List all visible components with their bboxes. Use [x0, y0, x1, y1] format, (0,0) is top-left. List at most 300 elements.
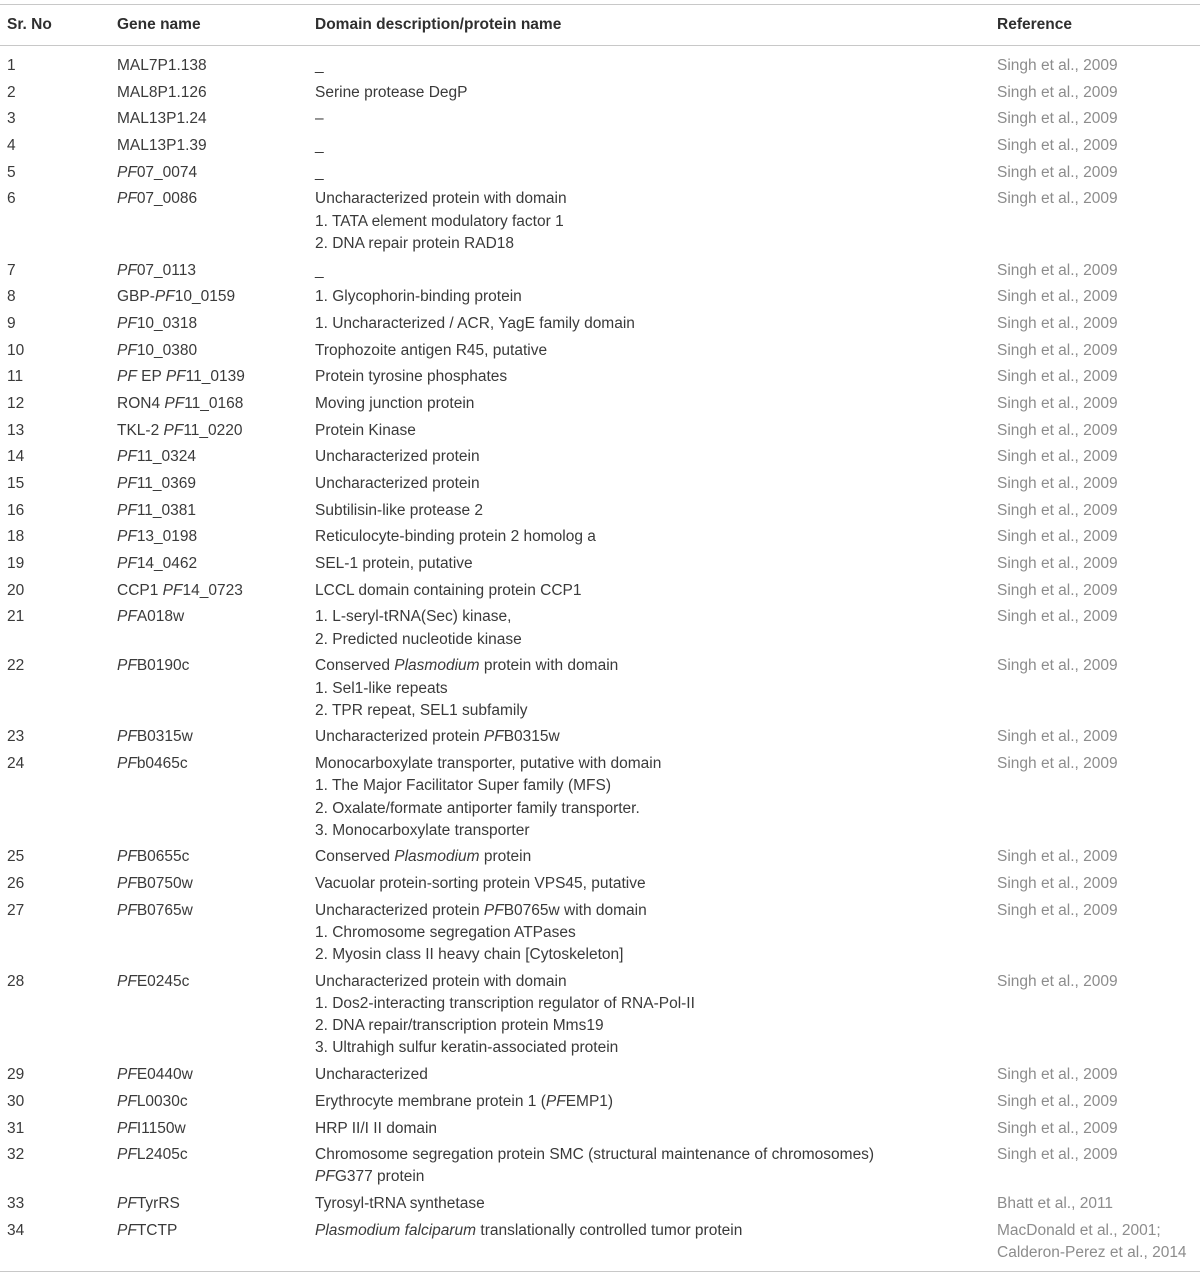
description-line [315, 211, 567, 233]
table-row [0, 606, 1200, 655]
description-line [315, 260, 324, 282]
description-text: Conserved [315, 657, 395, 675]
cell-gene-name [117, 500, 196, 522]
gene-name-text: PF [117, 728, 137, 746]
table-row [0, 1220, 1200, 1269]
description-line [315, 1144, 874, 1166]
reference-line: Singh et al., 2009 [997, 875, 1118, 893]
description-line [315, 1064, 428, 1086]
cell-domain-description [315, 260, 324, 282]
cell-domain-description [315, 286, 522, 308]
cell-gene-name [117, 580, 243, 602]
description-line [315, 700, 618, 722]
table-row [0, 655, 1200, 726]
description-line [315, 446, 480, 468]
description-text: Protein tyrosine phosphates [315, 368, 508, 386]
cell-reference [997, 873, 1118, 895]
cell-reference [997, 606, 1118, 628]
cell-domain-description [315, 846, 531, 868]
description-text: Uncharacterized protein with domain [315, 972, 567, 990]
gene-name-text: PF [117, 875, 137, 893]
cell-gene-name [117, 313, 197, 335]
cell-domain-description [315, 1118, 437, 1140]
cell-reference [997, 726, 1118, 748]
description-line [315, 420, 416, 442]
cell-gene-name [117, 1220, 177, 1242]
cell-domain-description [315, 753, 661, 842]
description-text: Protein Kinase [315, 421, 416, 439]
table-row [0, 162, 1200, 189]
description-text: B0315w [503, 728, 560, 746]
reference-line: Singh et al., 2009 [997, 421, 1118, 439]
table-row [0, 753, 1200, 846]
cell-sr-no: 28 [7, 972, 25, 990]
gene-name-text: GBP- [117, 288, 155, 306]
header-sr-no: Sr. No [7, 16, 52, 33]
reference-line: Bhatt et al., 2011 [997, 1195, 1114, 1213]
gene-name-text: 07_0074 [136, 163, 198, 181]
cell-sr-no: 21 [7, 608, 25, 626]
description-text: 1. Sel1-like repeats [315, 679, 448, 697]
description-text: Plasmodium [394, 848, 480, 866]
gene-name-text: 10_0318 [136, 314, 198, 332]
table-row [0, 82, 1200, 109]
table-row [0, 135, 1200, 162]
gene-name-text: EP [136, 368, 166, 386]
cell-sr-no: 20 [7, 581, 25, 599]
table-row [0, 55, 1200, 82]
description-text: 2. Myosin class II heavy chain [Cytoskeleton] [315, 946, 624, 964]
cell-gene-name [117, 1118, 186, 1140]
cell-domain-description [315, 313, 635, 335]
description-line [315, 726, 560, 748]
header-gene-name: Gene name [117, 16, 201, 33]
table-row [0, 108, 1200, 135]
gene-name-text: PF [117, 555, 137, 573]
description-text: Plasmodium falciparum [315, 1221, 477, 1239]
cell-gene-name [117, 446, 196, 468]
table-row [0, 366, 1200, 393]
description-text: 3. Monocarboxylate transporter [315, 821, 530, 839]
cell-domain-description [315, 473, 480, 495]
cell-gene-name [117, 55, 207, 77]
cell-gene-name [117, 340, 197, 362]
description-text: 2. Oxalate/formate antiporter family transporter. [315, 799, 640, 817]
gene-name-text: PF [117, 1119, 137, 1137]
reference-line: Singh et al., 2009 [997, 608, 1118, 626]
cell-domain-description [315, 526, 596, 548]
description-line [315, 971, 695, 993]
description-text: 2. DNA repair protein RAD18 [315, 234, 515, 252]
cell-domain-description [315, 1091, 613, 1113]
cell-sr-no: 27 [7, 901, 25, 919]
description-text: Uncharacterized protein [315, 475, 480, 493]
gene-name-text: PF [117, 1146, 137, 1164]
cell-reference [997, 393, 1118, 415]
gene-name-text: 11_0220 [183, 421, 243, 439]
gene-name-text: MAL13P1.39 [117, 137, 207, 155]
description-text: Subtilisin-like protease 2 [315, 501, 484, 519]
cell-reference [997, 340, 1118, 362]
reference-line: Singh et al., 2009 [997, 728, 1118, 746]
cell-reference [997, 188, 1118, 210]
reference-line: Singh et al., 2009 [997, 57, 1118, 74]
reference-line: Singh et al., 2009 [997, 1146, 1118, 1164]
description-text: LCCL domain containing protein CCP1 [315, 581, 582, 599]
gene-name-text: TKL-2 [117, 421, 164, 439]
description-text: _ [315, 163, 324, 181]
gene-name-text: PF [117, 501, 137, 519]
gene-name-text: PF [117, 261, 137, 279]
reference-line: Singh et al., 2009 [997, 368, 1118, 386]
cell-domain-description [315, 1193, 485, 1215]
description-line [315, 500, 483, 522]
cell-sr-no: 24 [7, 755, 25, 773]
cell-gene-name [117, 726, 193, 748]
description-line [315, 629, 522, 651]
description-text: Plasmodium [394, 657, 480, 675]
gene-name-text: PF [117, 163, 137, 181]
table-row [0, 260, 1200, 287]
table-row [0, 526, 1200, 553]
header-domain-description: Domain description/protein name [315, 16, 562, 33]
cell-reference [997, 55, 1118, 77]
gene-name-text: TyrRS [136, 1195, 180, 1213]
description-line [315, 753, 661, 775]
cell-gene-name [117, 82, 207, 104]
description-text: 2. Predicted nucleotide kinase [315, 630, 522, 648]
cell-reference [997, 553, 1118, 575]
gene-name-text: E0245c [136, 972, 190, 990]
description-line [315, 580, 582, 602]
reference-line: Singh et al., 2009 [997, 394, 1118, 412]
gene-name-text: 07_0086 [136, 190, 198, 208]
gene-name-text: PF [117, 1066, 137, 1084]
reference-line: Singh et al., 2009 [997, 1119, 1118, 1137]
cell-gene-name [117, 473, 196, 495]
gene-name-text: PF [117, 848, 137, 866]
gene-name-text: 14_0462 [136, 555, 198, 573]
gene-name-text: 10_0380 [136, 341, 198, 359]
cell-domain-description [315, 1220, 742, 1242]
description-text: EMP1) [565, 1092, 614, 1110]
gene-name-text: 11_0324 [136, 448, 197, 466]
gene-name-text: PF [164, 394, 185, 412]
description-text: Serine protease DegP [315, 83, 468, 101]
description-line [315, 846, 531, 868]
reference-line: Singh et al., 2009 [997, 848, 1118, 866]
cell-sr-no: 13 [7, 421, 25, 439]
cell-reference [997, 753, 1118, 775]
description-text: Erythrocyte membrane protein 1 ( [315, 1092, 546, 1110]
gene-name-text: PF [163, 421, 184, 439]
gene-name-text: E0440w [136, 1066, 193, 1084]
reference-line: Singh et al., 2009 [997, 261, 1118, 279]
description-line [315, 900, 647, 922]
reference-line: Singh et al., 2009 [997, 581, 1118, 599]
gene-name-text: CCP1 [117, 581, 163, 599]
description-text: SEL-1 protein, putative [315, 555, 473, 573]
description-text: protein with domain [479, 657, 619, 675]
gene-name-text: PF [117, 608, 137, 626]
cell-domain-description [315, 340, 547, 362]
gene-name-text: I1150w [136, 1119, 186, 1137]
cell-gene-name [117, 1064, 193, 1086]
gene-name-text: L0030c [136, 1092, 188, 1110]
cell-domain-description [315, 162, 324, 184]
reference-line: Singh et al., 2009 [997, 110, 1118, 128]
cell-gene-name [117, 526, 197, 548]
table-row [0, 1118, 1200, 1145]
description-line [315, 233, 567, 255]
cell-sr-no: 16 [7, 501, 25, 519]
description-line [315, 366, 507, 388]
description-line [315, 775, 661, 797]
cell-reference [997, 1220, 1187, 1264]
cell-reference [997, 1064, 1118, 1086]
cell-sr-no: 10 [7, 341, 25, 359]
cell-domain-description [315, 188, 567, 255]
description-text: translationally controlled tumor protein [476, 1221, 743, 1239]
gene-name-text: TCTP [136, 1221, 178, 1239]
cell-domain-description [315, 655, 618, 722]
description-line [315, 1037, 695, 1059]
description-text: Uncharacterized protein with domain [315, 190, 567, 208]
table-row [0, 900, 1200, 971]
cell-domain-description [315, 500, 483, 522]
cell-sr-no: 19 [7, 555, 25, 573]
cell-reference [997, 500, 1118, 522]
description-line [315, 1193, 485, 1215]
description-text: 1. Glycophorin-binding protein [315, 288, 522, 306]
cell-sr-no: 34 [7, 1221, 25, 1239]
cell-domain-description [315, 82, 468, 104]
cell-reference [997, 1118, 1118, 1140]
table-row [0, 580, 1200, 607]
table-row [0, 446, 1200, 473]
table-row [0, 1193, 1200, 1220]
cell-reference [997, 655, 1118, 677]
cell-sr-no: 4 [7, 137, 16, 155]
reference-line: Singh et al., 2009 [997, 1066, 1118, 1084]
cell-reference [997, 162, 1118, 184]
reference-line: Singh et al., 2009 [997, 314, 1118, 332]
gene-name-text: L2405c [136, 1146, 188, 1164]
table-bottom-rule [0, 1271, 1200, 1272]
gene-name-text: B0190c [136, 657, 190, 675]
cell-sr-no: 1 [7, 57, 16, 74]
description-text: PF [483, 728, 504, 746]
reference-line: Singh et al., 2009 [997, 501, 1118, 519]
cell-sr-no: 6 [7, 190, 16, 208]
cell-sr-no: 12 [7, 394, 25, 412]
table-row [0, 340, 1200, 367]
cell-reference [997, 108, 1118, 130]
cell-reference [997, 900, 1118, 922]
reference-line: Singh et al., 2009 [997, 341, 1118, 359]
gene-name-text: PF [117, 341, 137, 359]
description-line [315, 553, 473, 575]
description-text: Reticulocyte-binding protein 2 homolog a [315, 528, 596, 546]
reference-line: Singh et al., 2009 [997, 475, 1118, 493]
cell-gene-name [117, 873, 193, 895]
description-text: 2. TPR repeat, SEL1 subfamily [315, 701, 528, 719]
cell-domain-description [315, 580, 582, 602]
cell-gene-name [117, 420, 243, 442]
description-line [315, 108, 324, 130]
cell-sr-no: 7 [7, 261, 16, 279]
gene-name-text: PF [117, 1092, 137, 1110]
description-text: 1. TATA element modulatory factor 1 [315, 212, 564, 230]
gene-name-text: PF [117, 368, 137, 386]
description-text: 1. Dos2-interacting transcription regulator of RNA-Pol-II [315, 995, 695, 1013]
description-text: 3. Ultrahigh sulfur keratin-associated protein [315, 1039, 619, 1057]
gene-name-text: MAL7P1.138 [117, 57, 207, 74]
cell-gene-name [117, 135, 207, 157]
gene-name-text: 10_0159 [174, 288, 236, 306]
table-row [0, 188, 1200, 259]
cell-sr-no: 18 [7, 528, 25, 546]
description-text: PF [315, 1168, 335, 1186]
description-line [315, 1091, 613, 1113]
description-line [315, 944, 647, 966]
cell-domain-description [315, 1064, 428, 1086]
cell-reference [997, 473, 1118, 495]
cell-reference [997, 1144, 1118, 1166]
reference-line: Singh et al., 2009 [997, 83, 1118, 101]
gene-name-text: PF [117, 972, 137, 990]
cell-reference [997, 1193, 1113, 1215]
cell-domain-description [315, 446, 480, 468]
cell-reference [997, 420, 1118, 442]
cell-reference [997, 846, 1118, 868]
gene-name-text: 11_0168 [184, 394, 244, 412]
reference-line: Singh et al., 2009 [997, 901, 1118, 919]
gene-name-text: PF [117, 190, 137, 208]
cell-sr-no: 9 [7, 314, 16, 332]
description-text: Trophozoite antigen R45, putative [315, 341, 548, 359]
description-line [315, 922, 647, 944]
cell-domain-description [315, 606, 522, 650]
cell-gene-name [117, 188, 197, 210]
reference-line: Singh et al., 2009 [997, 528, 1118, 546]
gene-name-text: PF [165, 368, 186, 386]
gene-name-text: PF [117, 314, 137, 332]
cell-domain-description [315, 873, 646, 895]
description-text: 2. DNA repair/transcription protein Mms19 [315, 1017, 604, 1035]
reference-line: Singh et al., 2009 [997, 1092, 1118, 1110]
table-row [0, 420, 1200, 447]
cell-domain-description [315, 393, 474, 415]
gene-name-text: PF [117, 657, 137, 675]
gene-name-text: PF [117, 901, 137, 919]
cell-sr-no: 3 [7, 110, 16, 128]
cell-reference [997, 135, 1118, 157]
description-text: 1. Uncharacterized / ACR, YagE family domain [315, 314, 635, 332]
description-line [315, 313, 635, 335]
gene-name-text: b0465c [136, 755, 188, 773]
cell-sr-no: 30 [7, 1092, 25, 1110]
cell-gene-name [117, 553, 197, 575]
gene-name-text: PF [117, 448, 137, 466]
table-row [0, 500, 1200, 527]
description-text: PF [483, 901, 504, 919]
gene-name-text: PF [117, 475, 137, 493]
gene-name-text: A018w [136, 608, 185, 626]
cell-gene-name [117, 1091, 188, 1113]
cell-gene-name [117, 286, 235, 308]
reference-line: Singh et al., 2009 [997, 657, 1118, 675]
gene-name-text: B0315w [136, 728, 193, 746]
table-row [0, 553, 1200, 580]
reference-line: MacDonald et al., 2001; [997, 1221, 1161, 1239]
description-text: protein [479, 848, 532, 866]
cell-reference [997, 1091, 1118, 1113]
gene-name-text: 11_0139 [185, 368, 245, 386]
description-line [315, 286, 522, 308]
cell-reference [997, 286, 1118, 308]
description-line [315, 188, 567, 210]
description-text: _ [315, 261, 324, 279]
gene-name-text: MAL8P1.126 [117, 83, 207, 101]
table-row [0, 1091, 1200, 1118]
cell-gene-name [117, 366, 245, 388]
description-text: Vacuolar protein-sorting protein VPS45, putative [315, 875, 646, 893]
description-text: _ [315, 57, 324, 74]
table-row [0, 313, 1200, 340]
description-line [315, 162, 324, 184]
gene-name-text: PF [117, 1221, 137, 1239]
table-row [0, 971, 1200, 1064]
cell-gene-name [117, 971, 189, 993]
cell-gene-name [117, 753, 188, 775]
reference-line: Singh et al., 2009 [997, 555, 1118, 573]
cell-domain-description [315, 366, 507, 388]
cell-domain-description [315, 726, 560, 748]
description-text: PF [545, 1092, 566, 1110]
reference-line: Singh et al., 2009 [997, 190, 1118, 208]
gene-name-text: 14_0723 [182, 581, 243, 599]
description-line [315, 473, 480, 495]
cell-sr-no: 11 [7, 368, 24, 386]
description-text: Tyrosyl-tRNA synthetase [315, 1195, 485, 1213]
table-row [0, 286, 1200, 313]
description-text: Uncharacterized protein [315, 448, 480, 466]
description-line [315, 1015, 695, 1037]
gene-name-text: PF [117, 755, 137, 773]
description-line [315, 678, 618, 700]
gene-name-text: MAL13P1.24 [117, 110, 207, 128]
description-line [315, 606, 522, 628]
table-row [0, 393, 1200, 420]
description-text: HRP II/I II domain [315, 1119, 438, 1137]
table-top-rule [0, 4, 1200, 5]
description-line [315, 820, 661, 842]
description-line [315, 1166, 874, 1188]
description-line [315, 340, 547, 362]
cell-domain-description [315, 1144, 874, 1188]
description-line [315, 798, 661, 820]
description-line [315, 82, 468, 104]
description-line [315, 393, 474, 415]
cell-domain-description [315, 971, 695, 1060]
reference-line: Singh et al., 2009 [997, 972, 1118, 990]
cell-reference [997, 446, 1118, 468]
cell-domain-description [315, 900, 647, 967]
description-line [315, 1220, 742, 1242]
cell-sr-no: 23 [7, 728, 25, 746]
description-text: B0765w with domain [503, 901, 647, 919]
